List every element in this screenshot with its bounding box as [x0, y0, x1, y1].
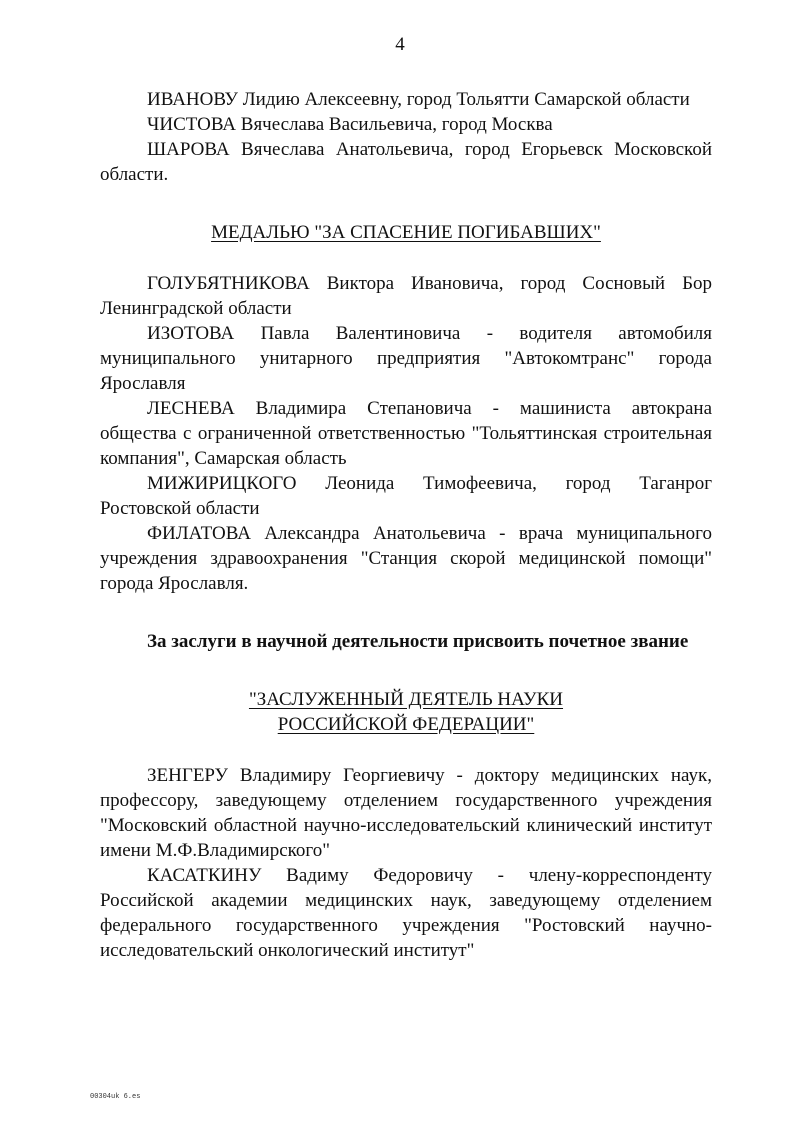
science-title-heading [100, 687, 712, 737]
award-entry: ЗЕНГЕРУ Владимиру Георгиевичу - доктору медицинских наук, профессору, заведующему отделением государственного учреждения "Московский областной научно-исследовательский клинический институт имени М.Ф.Владимирского" [100, 765, 712, 861]
award-entry: ЛЕСНЕВА Владимира Степановича - машиниста автокрана общества с ограниченной ответственностью "Тольяттинская строительная компания", Самарская область [100, 398, 712, 469]
science-heading-line-2: РОССИЙСКОЙ ФЕДЕРАЦИИ" [277, 714, 535, 735]
award-entry: ЧИСТОВА Вячеслава Васильевича, город Москва [147, 114, 553, 135]
science-heading-line-1: "ЗАСЛУЖЕННЫЙ ДЕЯТЕЛЬ НАУКИ [248, 689, 564, 710]
science-title-intro: За заслуги в научной деятельности присвоить почетное звание [147, 631, 689, 652]
document-code: 00304uk 6.es [90, 1093, 141, 1101]
award-entry: КАСАТКИНУ Вадиму Федоровичу - члену-корреспонденту Российской академии медицинских наук, заведующему отделением федерального государственного учреждения "Ростовский научно-исследовательский онкологический институт" [100, 865, 712, 961]
medal-heading-text: МЕДАЛЬЮ "ЗА СПАСЕНИЕ ПОГИБАВШИХ" [211, 222, 601, 243]
award-entry: ФИЛАТОВА Александра Анатольевича - врача муниципального учреждения здравоохранения "Станция скорой медицинской помощи" города Ярославля. [100, 523, 712, 594]
award-entry: ШАРОВА Вячеслава Анатольевича, город Егорьевск Московской области. [100, 139, 712, 185]
medal-section-heading [100, 220, 712, 245]
award-entry: МИЖИРИЦКОГО Леонида Тимофеевича, город Таганрог Ростовской области [100, 473, 712, 519]
award-list-continued [100, 87, 712, 187]
award-entry: ИЗОТОВА Павла Валентиновича - водителя автомобиля муниципального унитарного предприятия "Автокомтранс" города Ярославля [100, 323, 712, 394]
award-entry: ИВАНОВУ Лидию Алексеевну, город Тольятти Самарской области [147, 89, 690, 110]
page-number: 4 [395, 34, 405, 55]
medal-award-list [100, 271, 712, 596]
science-award-list [100, 763, 712, 963]
award-entry: ГОЛУБЯТНИКОВА Виктора Ивановича, город Сосновый Бор Ленинградской области [100, 273, 712, 319]
document-body [100, 87, 712, 963]
